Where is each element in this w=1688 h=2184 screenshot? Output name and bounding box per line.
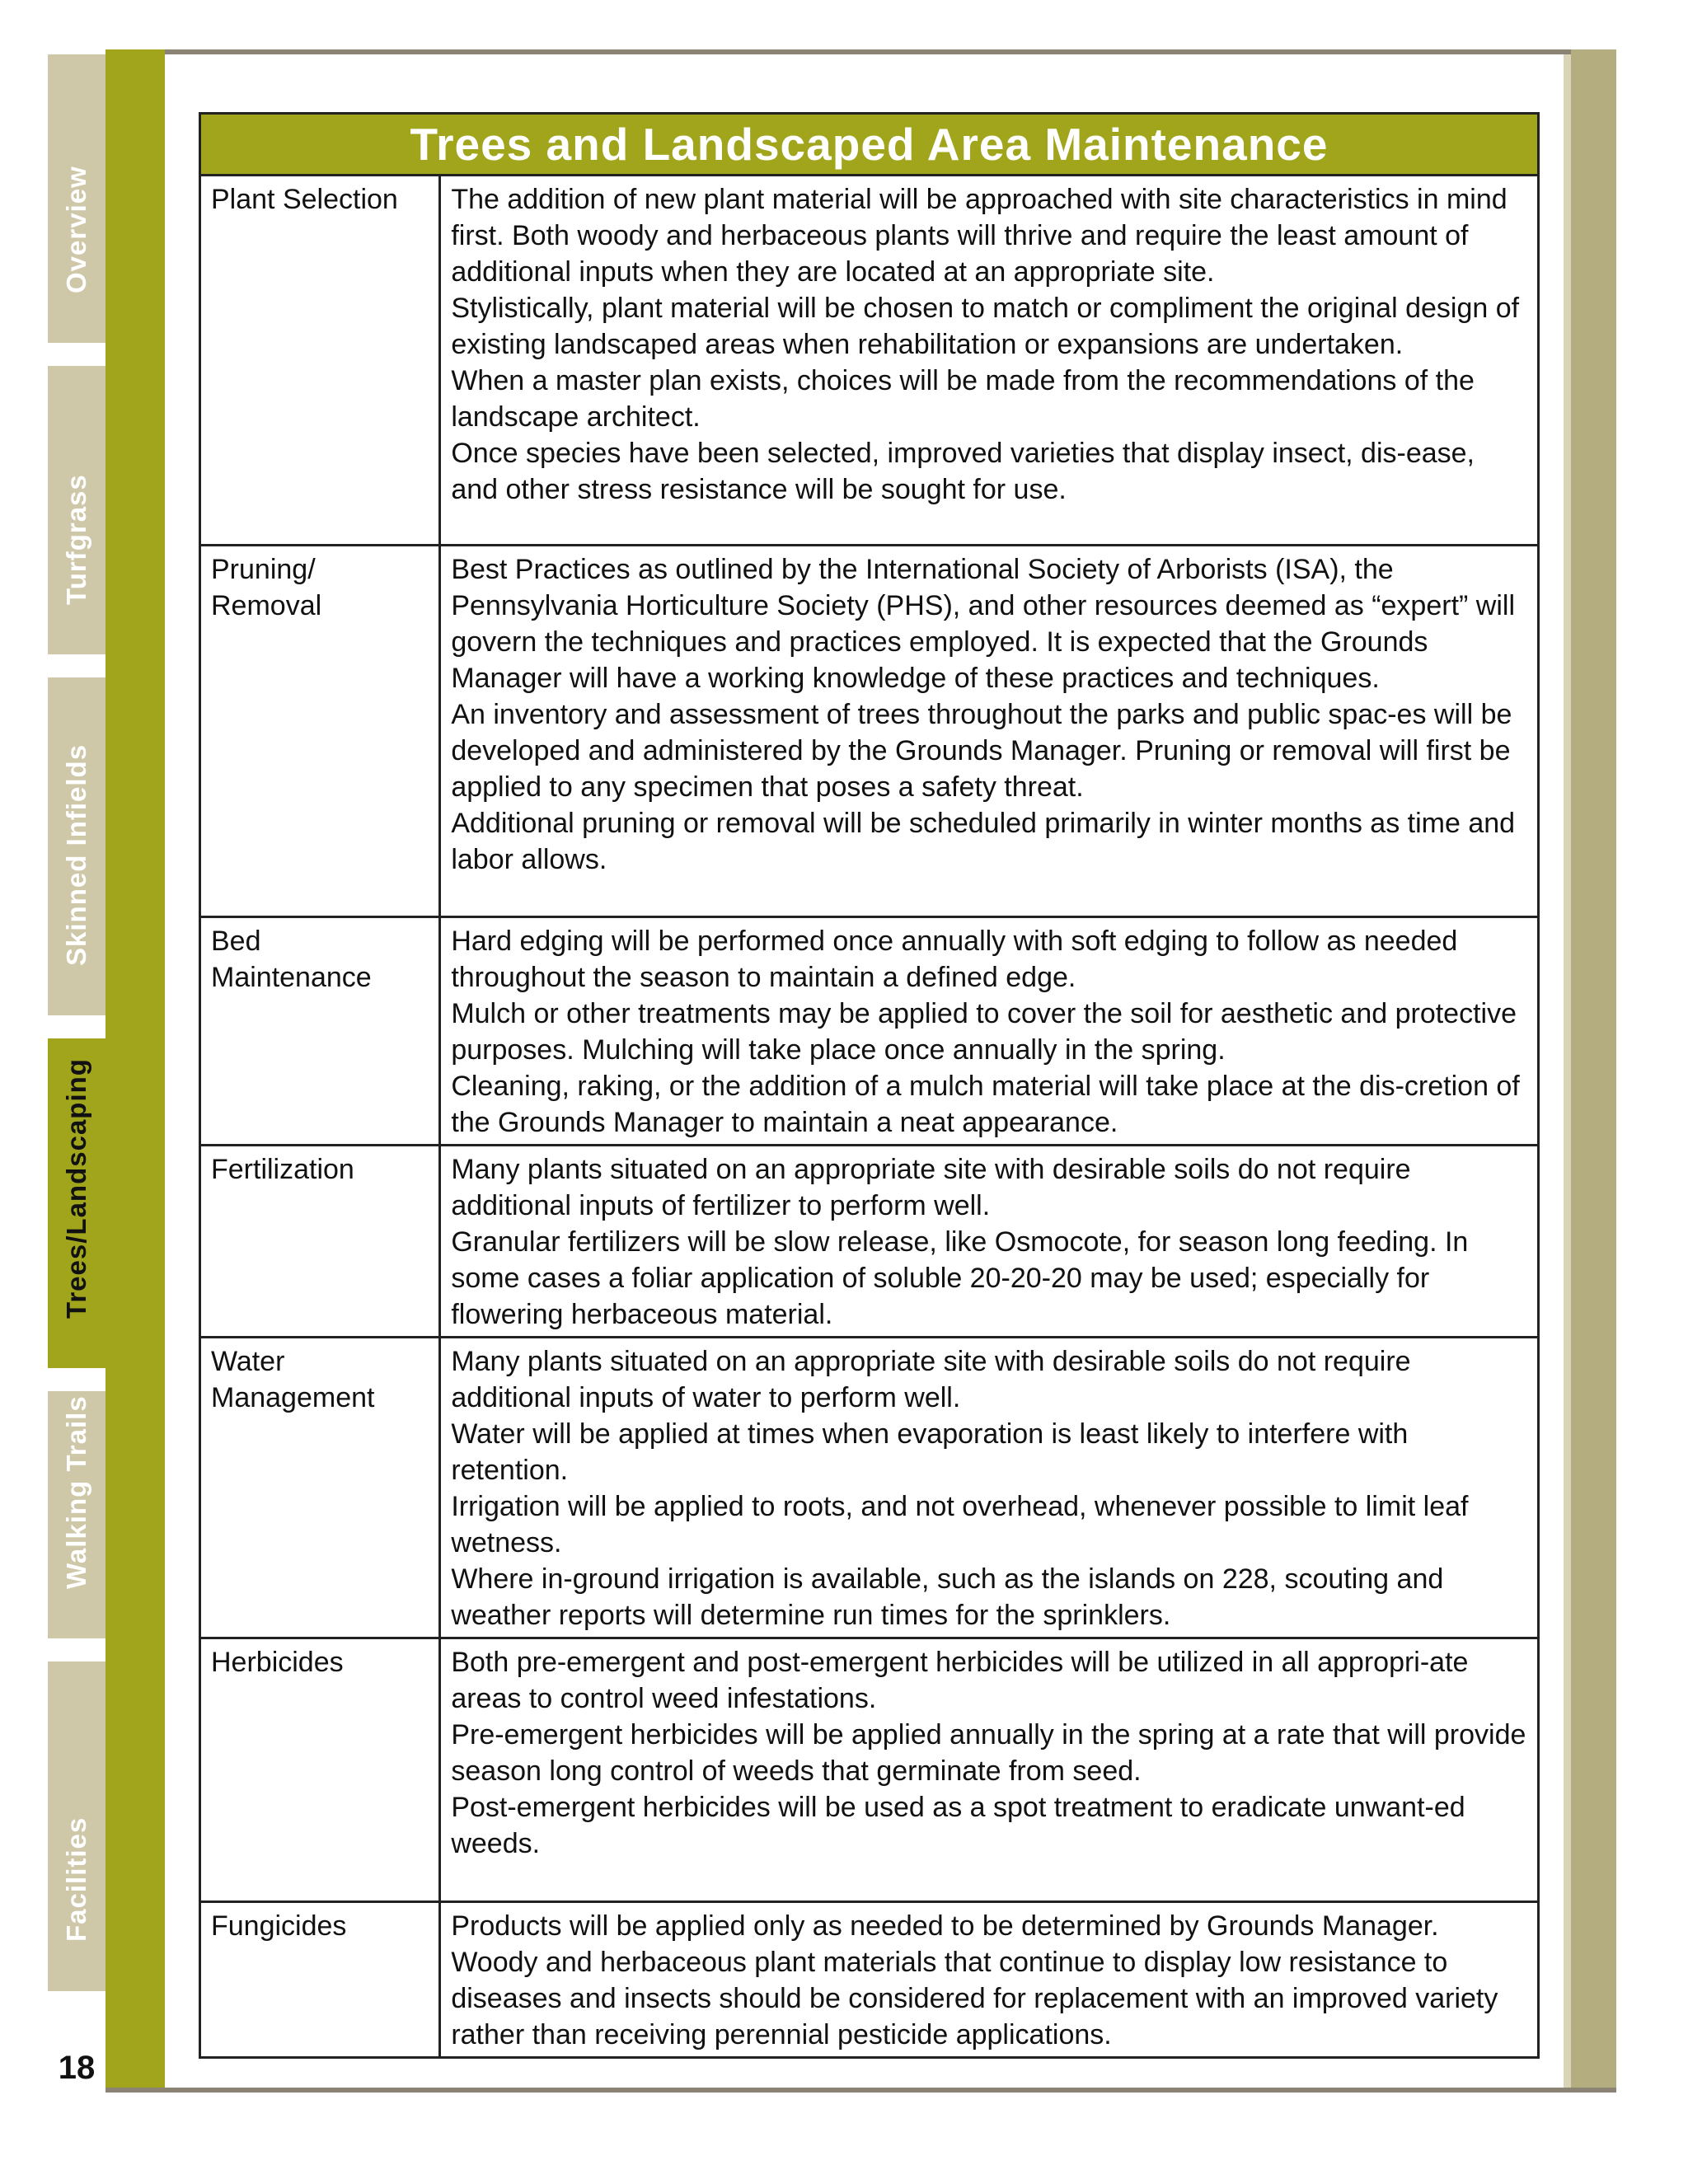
row-topic-text: Water Management [211,1346,375,1413]
table-row [200,1902,1539,2058]
row-topic [200,546,440,917]
table-row [200,176,1539,546]
row-description-text: Best Practices as outlined by the International Society of Arborists (ISA), the Pennsylvania Horticulture Society (PHS), and other resources deemed as “expert” will govern the techniques and practices employed. It is expected that the Grounds Manager will have a working knowledge of these practices and techniques. An inventory and assessment of trees throughout the parks and public spac-es will be developed and administered by the Grounds Manager. Pruning or removal will first be applied to any specimen that poses a safety threat. Additional pruning or removal will be scheduled primarily in winter months as time and labor allows. [451,554,1516,875]
row-topic [200,1338,440,1638]
tab-facilities-label: Facilities [61,1816,91,1942]
tab-trees-landscaping[interactable] [48,1038,106,1368]
page-edge-inner [1564,54,1571,2088]
row-description-text: Products will be applied only as needed to be determined by Grounds Manager. Woody and herbaceous plant materials that continue to display low resistance to diseases and insects should be considered for replacement with an improved variety rather than receiving perennial pesticide applications. [451,1910,1498,2050]
maintenance-table [199,112,1540,2059]
row-topic-text: Fertilization [211,1154,354,1185]
tab-trees-landscaping-label: Trees/Landscaping [61,1058,91,1319]
sidebar-accent-bar [106,49,165,2093]
page-frame-top [48,49,1616,54]
table-row [200,1638,1539,1902]
row-description-text: Both pre-emergent and post-emergent herbicides will be utilized in all appropri-ate areas to control weed infestations. Pre-emergent herbicides will be applied annually in the spring at a rate that will provide season long control of weeds that germinate from seed. Post-emergent herbicides will be used as a spot treatment to eradicate unwant-ed weeds. [451,1647,1526,1859]
page-number: 18 [48,2044,106,2093]
row-topic-text: Plant Selection [211,184,398,215]
table-header-row [200,114,1539,176]
table-row [200,1146,1539,1338]
tab-turfgrass-label: Turfgrass [61,474,91,605]
section-tabs [48,49,106,2044]
row-topic-text: Pruning/ Removal [211,554,322,621]
row-description [440,1146,1539,1338]
tab-overview[interactable] [48,54,106,343]
row-description [440,546,1539,917]
row-description-text: Many plants situated on an appropriate site with desirable soils do not require additional inputs of fertilizer to perform well. Granular fertilizers will be slow release, like Osmocote, for season long feeding. In some cases a foliar application of soluble 20-20-20 may be used; especially for flowering herbaceous material. [451,1154,1469,1330]
tab-skinned-infields[interactable] [48,677,106,1015]
row-description-text: Many plants situated on an appropriate site with desirable soils do not require additional inputs of water to perform well. Water will be applied at times when evaporation is least likely to interfere with retention. Irrigation will be applied to roots, and not overhead, whenever possible to limit leaf wetness. Where in-ground irrigation is available, such as the islands on 228, scouting and weather reports will determine run times for the sprinklers. [451,1346,1469,1631]
row-description [440,176,1539,546]
page-edge-bar [1571,49,1616,2093]
table-title: Trees and Landscaped Area Maintenance [200,114,1539,176]
tab-skinned-infields-label: Skinned Infields [61,743,91,966]
row-description [440,1902,1539,2058]
row-description [440,1338,1539,1638]
row-description-text: The addition of new plant material will be approached with site characteristics in mind first. Both woody and herbaceous plants will thrive and require the least amount of additional inputs when they are located at an appropriate site. Stylistically, plant material will be chosen to match or compliment the original design of existing landscaped areas when rehabilitation or expansions are undertaken. When a master plan exists, choices will be made from the recommendations of the landscape architect. Once species have been selected, improved varieties that display insect, dis-ease, and other stress resistance will be sought for use. [451,184,1520,505]
row-topic-text: Herbicides [211,1647,344,1678]
row-description-text: Hard edging will be performed once annually with soft edging to follow as needed throughout the season to maintain a defined edge. Mulch or other treatments may be applied to cover the soil for aesthetic and protective purposes. Mulching will take place once annually in the spring. Cleaning, raking, or the addition of a mulch material will take place at the dis-cretion of the Grounds Manager to maintain a neat appearance. [451,926,1520,1138]
tab-turfgrass[interactable] [48,366,106,654]
row-description [440,1638,1539,1902]
row-topic [200,176,440,546]
row-topic [200,1638,440,1902]
row-topic [200,1902,440,2058]
tab-overview-label: Overview [61,166,91,293]
tab-facilities[interactable] [48,1661,106,1991]
table-row [200,546,1539,917]
table-row [200,917,1539,1146]
tab-walking-trails[interactable] [48,1391,106,1638]
row-topic-text: Fungicides [211,1910,347,1942]
row-topic-text: Bed Maintenance [211,926,372,993]
table-row [200,1338,1539,1638]
row-topic [200,917,440,1146]
tab-walking-trails-label: Walking Trails [61,1395,91,1589]
row-topic [200,1146,440,1338]
row-description [440,917,1539,1146]
page-frame-bottom [48,2088,1616,2093]
